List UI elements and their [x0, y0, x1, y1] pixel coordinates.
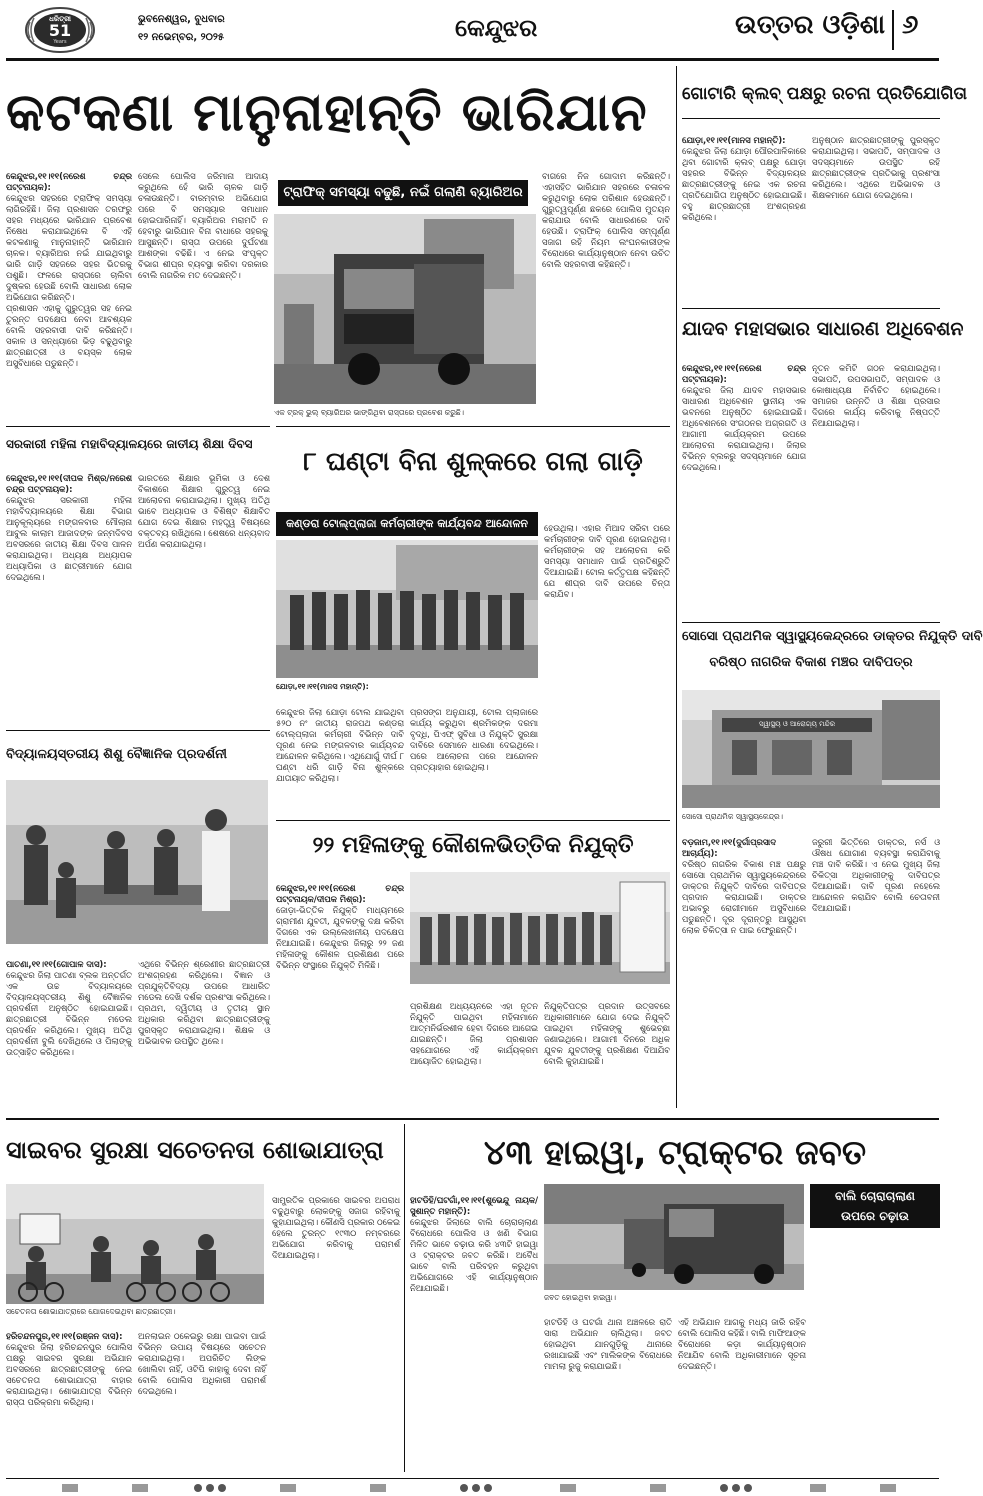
science-credit: ପାତଣା,୧୧।୧୧(ଗୋପାଳ ଦାସ): — [6, 959, 107, 969]
seizure-col-4 — [810, 1232, 940, 1472]
bottom-column-divider — [404, 1124, 405, 1472]
quiz-col-2-text: ଅନୁଷ୍ଠାନ ଛାତ୍ରଛାତ୍ରୀଙ୍କୁ ପୁରସ୍କୃତ କରାଯାଇଥିଲା। ସଭାପତି, ସମ୍ପାଦକ ଓ ସଦସ୍ୟମାନେ ଉପସ୍ଥିତ ରହି ଛାତ୍ରଛାତ୍ରୀଙ୍କ ପ୍ରତିଭାକୁ ପ୍ରଶଂସା କରିଥିଲେ। ଏଥିରେ ଅଭିଭାବକ ଓ ଶିକ୍ଷକମାନେ ଯୋଗ ଦେଇଥିଲେ। — [812, 135, 940, 200]
toll-rule — [276, 426, 670, 427]
masthead — [0, 0, 945, 62]
registration-mark — [472, 1484, 480, 1492]
yadav-col-2 — [812, 352, 940, 612]
registration-mark — [460, 1484, 468, 1492]
cyber-col-2-text: ଅନଲାଇନ ଠକେଇରୁ ରକ୍ଷା ପାଇବା ପାଇଁ ବିଭିନ୍ନ ଉପାୟ ବିଷୟରେ ସଚେତନ କରାଯାଇଥିଲା। ଅପରିଚିତ ଲିଙ୍କ ଖୋଲିବା ନାହିଁ, ଓଟିପି କାହାକୁ ଦେବା ନାହିଁ ବୋଲି ପୋଲିସ ଅଧିକାରୀ ପରାମର୍ଶ ଦେଇଥିଲେ। — [138, 1331, 266, 1396]
seizure-banner-line-1: ବାଲି ଚୋରାଚାଲାଣ — [835, 1189, 915, 1203]
section-name: ଉତ୍ତର ଓଡ଼ିଶା — [735, 10, 885, 40]
college-col-2 — [138, 462, 270, 722]
placement-col-1 — [276, 872, 404, 1032]
health-headline: ସୋସୋ ପ୍ରାଥମିକ ସ୍ୱାସ୍ଥ୍ୟକେନ୍ଦ୍ରରେ ଡାକ୍ତର ନିଯୁକ୍ତି ଦାବି — [682, 629, 983, 644]
health-photo — [682, 690, 940, 808]
registration-mark — [560, 1484, 576, 1492]
health-credit: ବଡ଼ଜାମ,୧୧।୧୧(ଦୁର୍ଗାପ୍ରସାଦ ଆଚାର୍ଯ୍ୟ): — [682, 837, 776, 858]
lead-col-3-text: ବାଗରେ ନିଜ ଗୋଦାମ କରିଛନ୍ତି। ଏହାସହିତ ଭାରିଯାନ ସହରରେ ଚଳାଚଳ କରୁଥିବାରୁ ଲୋକ ପରିଶାନ ହେଉଛନ୍ତି। ଗୁରୁତ୍ୱପୂର୍ଣ୍ଣ ଛକରେ ପୋଲିସ ମୁତୟନ କରାଯାଉ ବୋଲି ସାଧାରଣରେ ଦାବି ହେଉଛି। ଟ୍ରାଫିକ୍ ପୋଲିସ ସମ୍ପୂର୍ଣ୍ଣ ସଜାଗ ରହି ନିୟମ ଲଂଘନକାରୀଙ୍କ ବିରୋଧରେ କାର୍ଯ୍ୟାନୁଷ୍ଠାନ ନେବା ଉଚିତ ବୋଲି ସହରବାସୀ କହିଛନ୍ତି। — [542, 171, 670, 269]
seizure-banner — [810, 1184, 940, 1228]
registration-mark — [810, 1484, 826, 1492]
yadav-headline: ଯାଦବ ମହାସଭାର ସାଧାରଣ ଅଧିବେଶନ — [682, 318, 964, 340]
registration-mark — [650, 1484, 666, 1492]
seizure-col-3-text: ଏହି ଅଭିଯାନ ଆଗକୁ ମଧ୍ୟ ଜାରି ରହିବ ବୋଲି ପୋଲିସ କହିଛି। ବାଲି ମାଫିଆଙ୍କ ବିରୋଧରେ କଡ଼ା କାର୍ଯ୍ୟାନୁଷ୍ଠାନ ନିଆଯିବ ବୋଲି ଅଧିକାରୀମାନେ ସୂଚନା ଦେଇଛନ୍ତି। — [678, 1317, 806, 1371]
lead-col-1-text: କେନ୍ଦୁଝର ସହରରେ ଟ୍ରାଫିକ୍ ସମସ୍ୟା ଲାଗିରହିଛି। ଜିଲା ପ୍ରଶାସନ ତରଫରୁ ସହର ମଧ୍ୟରେ ଭାରିଯାନ ପ୍ରବେଶ ନିଷେଧ କରାଯାଇଥିଲେ ବି ଏହି କଟକଣାକୁ ମାନୁନାହାନ୍ତି ଭାରିଯାନ ଚାଳକ। ବ୍ୟାରିଅର ନଇଁ ଯାଇଥିବାରୁ ଭାରି ଗାଡ଼ି ସହଜରେ ସହର ଭିତରକୁ ପଶୁଛି। ଫଳରେ ରାସ୍ତାରେ ଚାଲିବା ଦୁଷ୍କର ହେଉଛି ବୋଲି ସାଧାରଣ ଲୋକ ଅଭିଯୋଗ କରିଛନ୍ତି। ପ୍ରଶାସନ ଏହାକୁ ଗୁରୁତ୍ୱର ସହ ନେଇ ତୁରନ୍ତ ପଦକ୍ଷେପ ନେବା ଆବଶ୍ୟକ ବୋଲି ସହରବାସୀ ଦାବି କରିଛନ୍ତି। ସକାଳ ଓ ସନ୍ଧ୍ୟାରେ ଭିଡ଼ ବଢୁଥିବାରୁ ଛାତ୍ରଛାତ୍ରୀ ଓ ବୟସ୍କ ଲୋକ ଅସୁବିଧାରେ ପଡୁଛନ୍ତି। — [6, 193, 132, 368]
toll-photo — [276, 540, 538, 678]
seizure-banner-line-2: ଉପରେ ଚଢ଼ାଉ — [841, 1209, 909, 1223]
yadav-credit: କେନ୍ଦୁଝର,୧୧।୧୧(ନରେଶ ଚନ୍ଦ୍ର ପଟ୍ଟନାୟକ): — [682, 363, 806, 384]
placement-col-1-text: ଜୋଡ଼ା-ଭିତ୍ତିକ ନିଯୁକ୍ତି ମାଧ୍ୟମରେ ଗ୍ରାମୀଣ ଯୁବତୀ, ଯୁବକଙ୍କୁ ଦକ୍ଷ କରିବା ଦିଗରେ ଏକ ଉଲ୍ଲେଖନୀୟ ପଦକ୍ଷେପ ନିଆଯାଇଛି। କେନ୍ଦୁଝର ଜିଲାରୁ ୨୨ ଜଣ ମହିଳାଙ୍କୁ କୌଶଳ ପ୍ରଶିକ୍ଷଣ ପରେ ବିଭିନ୍ନ ସଂସ୍ଥାରେ ନିଯୁକ୍ତି ମିଳିଛି। — [276, 905, 404, 970]
toll-photo-caption: ଯୋଡ଼ା,୧୧।୧୧(ମାନସ ମହାନ୍ତି): — [276, 682, 369, 691]
registration-mark — [720, 1484, 728, 1492]
science-col-1 — [6, 948, 132, 1112]
college-col-2-text: ଭାରତରେ ଶିକ୍ଷାର ଭୂମିକା ଓ ଦେଶ ବିକାଶରେ ଶିକ୍ଷାର ଗୁରୁତ୍ୱ ନେଇ ଆଲୋଚନା କରାଯାଇଥିଲା। ମୁଖ୍ୟ ଅତିଥି ଭାବେ ଅଧ୍ୟାପକ ଓ ବିଶିଷ୍ଟ ଶିକ୍ଷାବିତ ଯୋଗ ଦେଇ ଶିକ୍ଷାର ମହତ୍ତ୍ୱ ବିଷୟରେ ବକ୍ତବ୍ୟ ରଖିଥିଲେ। ଶେଷରେ ଧନ୍ୟବାଦ ଅର୍ପଣ କରାଯାଇଥିଲା। — [138, 473, 270, 549]
health-col-2 — [812, 826, 940, 1108]
science-headline: ବିଦ୍ୟାଳୟସ୍ତରୀୟ ଶିଶୁ ବୈଜ୍ଞାନିକ ପ୍ରଦର୍ଶନୀ — [6, 747, 227, 762]
lead-photo — [274, 214, 536, 404]
health-rule — [682, 622, 940, 623]
edition-name: କେନ୍ଦୁଝର — [455, 14, 538, 42]
science-col-2-text: ଏଥିରେ ବିଭିନ୍ନ ଶ୍ରେଣୀର ଛାତ୍ରଛାତ୍ରୀ ଅଂଶଗ୍ରହଣ କରିଥିଲେ। ବିଜ୍ଞାନ ଓ ପ୍ରଯୁକ୍ତିବିଦ୍ୟା ଉପରେ ଆଧାରିତ ମଡେଲ ଦେଖି ଦର୍ଶକ ପ୍ରଶଂସା କରିଥିଲେ। ପ୍ରଥମ, ଦ୍ୱିତୀୟ ଓ ତୃତୀୟ ସ୍ଥାନ ଅଧିକାର କରିଥିବା ଛାତ୍ରଛାତ୍ରୀଙ୍କୁ ପୁରସ୍କୃତ କରାଯାଇଥିଲା। ଶିକ୍ଷକ ଓ ଅଭିଭାବକ ଉପସ୍ଥିତ ଥିଲେ। — [138, 959, 270, 1046]
health-photo-caption: ସୋସୋ ପ୍ରାଥମିକ ସ୍ୱାସ୍ଥ୍ୟକେନ୍ଦ୍ର। — [682, 812, 784, 821]
page-number: ୬ — [902, 10, 919, 40]
placement-credit: କେନ୍ଦୁଝର,୧୧।୧୧(ନରେଶ ଚନ୍ଦ୍ର ପଟ୍ଟନାୟକ/ଦୀପକ ମିଶ୍ର): — [276, 883, 404, 904]
lead-credit: କେନ୍ଦୁଝର,୧୧।୧୧(ନରେଶ ଚନ୍ଦ୍ର ପଟ୍ଟନାୟକ): — [6, 171, 132, 192]
date-line-2: ୧୨ ନଭେମ୍ବର, ୨୦୨୫ — [138, 32, 225, 43]
yadav-rule — [682, 308, 940, 309]
health-sign-text: ସ୍ୱାସ୍ଥ୍ୟ ଓ ଆରୋଗ୍ୟ ମନ୍ଦିର — [759, 720, 835, 728]
quiz-credit: ଯୋଡ଼ା,୧୧।୧୧(ମାନସ ମହାନ୍ତି): — [682, 135, 786, 145]
registration-mark — [732, 1484, 740, 1492]
registration-mark — [194, 1484, 202, 1492]
registration-mark — [280, 1484, 296, 1492]
toll-headline: ୮ ଘଣ୍ଟା ବିନା ଶୁଳ୍କରେ ଗଲା ଗାଡ଼ି — [303, 447, 643, 477]
cyber-col-1-text: କେନ୍ଦୁଝର ଜିଲା ହରିଚନ୍ଦନପୁର ପୋଲିସ ପକ୍ଷରୁ ସାଇବର ସୁରକ୍ଷା ଅଭିଯାନ ଅବସରରେ ଛାତ୍ରଛାତ୍ରୀଙ୍କୁ ନେଇ ସଚେତନତା ଶୋଭାଯାତ୍ରା ବାହାର କରାଯାଇଥିଲା। ଶୋଭାଯାତ୍ରା ବିଭିନ୍ନ ରାସ୍ତା ପରିକ୍ରମା କରିଥିଲା। — [6, 1342, 132, 1407]
registration-mark — [206, 1484, 214, 1492]
seizure-credit: ହାଟଡିହି/ଘଟଗାଁ,୧୧।୧୧(ଶୁଭେନ୍ଦୁ ନାୟକ/ସୁଶାନ୍ତ ମହାନ୍ତି): — [410, 1195, 538, 1216]
placement-col-3-text: ନିଯୁକ୍ତିପତ୍ର ପ୍ରଦାନ ଉତ୍ସବରେ ଅଧିକାରୀମାନେ ଯୋଗ ଦେଇ ନିଯୁକ୍ତି ପାଇଥିବା ମହିଳାଙ୍କୁ ଶୁଭେଚ୍ଛା ଜଣାଇଥିଲେ। ଆଗାମୀ ଦିନରେ ଅଧିକ ଯୁବକ ଯୁବତୀଙ୍କୁ ପ୍ରଶିକ୍ଷଣ ଦିଆଯିବ ବୋଲି କୁହାଯାଇଛି। — [544, 1001, 670, 1066]
toll-col-3-text: ହେଉଥିଲା। ଏହାର ମିଆଦ ସରିବା ପରେ କର୍ମଚାରୀଙ୍କ ଦାବି ପୂରଣ ହୋଇନଥିଲା। କର୍ମଚାରୀଙ୍କ ସହ ଆଲୋଚନା କରି ସମସ୍ୟା ସମାଧାନ ପାଇଁ ପ୍ରତିଶ୍ରୁତି ଦିଆଯାଇଛି। ଟୋଲ କର୍ତ୍ତୃପକ୍ଷ କହିଛନ୍ତି ଯେ ଶୀଘ୍ର ଦାବି ଉପରେ ଚିନ୍ତା କରାଯିବ। — [544, 523, 670, 599]
health-col-1-text: ବରିଷ୍ଠ ନାଗରିକ ବିକାଶ ମଞ୍ଚ ପକ୍ଷରୁ ସୋସୋ ପ୍ରାଥମିକ ସ୍ୱାସ୍ଥ୍ୟକେନ୍ଦ୍ରରେ ଡାକ୍ତର ନିଯୁକ୍ତି ଦାବିରେ ଦାବିପତ୍ର ପ୍ରଦାନ କରାଯାଇଛି। ଡାକ୍ତର ଅଭାବରୁ ରୋଗୀମାନେ ଅସୁବିଧାରେ ପଡୁଛନ୍ତି। ଦୂର ଦୂରାନ୍ତରୁ ଆସୁଥିବା ଲୋକ ଚିକିତ୍ସା ନ ପାଇ ଫେରୁଛନ୍ତି। — [682, 859, 806, 935]
seizure-col-1 — [410, 1184, 538, 1472]
seizure-col-1-text: କେନ୍ଦୁଝର ଜିଲାରେ ବାଲି ଚୋରାଚାଲାଣ ବିରୋଧରେ ପୋଲିସ ଓ ଖଣି ବିଭାଗ ମିଳିତ ଭାବେ ଚଢ଼ାଉ କରି ୪୩ଟି ହାଇୱା ଓ ଟ୍ରାକ୍ଟର ଜବତ କରିଛି। ଅବୈଧ ଭାବେ ବାଲି ପରିବହନ କରୁଥିବା ଅଭିଯୋଗରେ ଏହି କାର୍ଯ୍ୟାନୁଷ୍ଠାନ ନିଆଯାଇଛି। — [410, 1217, 538, 1293]
lead-col-3 — [542, 160, 670, 410]
logo-number: 51 — [48, 21, 72, 40]
health-col-1 — [682, 826, 806, 1108]
placement-col-2-text: ପ୍ରଶିକ୍ଷଣ ଅଧ୍ୟୟନରେ ଏହା ନୂତନ ନିଯୁକ୍ତି ପାଇଥିବା ମହିଳାମାନେ ଆତ୍ମନିର୍ଭରଶୀଳ ହେବା ଦିଗରେ ଆଗେଇ ଯାଇଛନ୍ତି। ଜିଲା ପ୍ରଶାସନ ସହଯୋଗରେ ଏହି କାର୍ଯ୍ୟକ୍ରମ ଆୟୋଜିତ ହୋଇଥିଲା। — [410, 1001, 538, 1066]
cyber-col-3-text: ସାମ୍ପ୍ରତିକ ପ୍ରକାରେ ସାଇବର ଅପରାଧ ବଢୁଥିବାରୁ ଲୋକଙ୍କୁ ସଜାଗ ରହିବାକୁ କୁହାଯାଇଥିଲା। କୌଣସି ପ୍ରକାର ଠକେଇ ହେଲେ ତୁରନ୍ତ ୧୯୩୦ ନମ୍ବରରେ ଅଭିଯୋଗ କରିବାକୁ ପରାମର୍ଶ ଦିଆଯାଇଥିଲା। — [272, 1195, 400, 1260]
seizure-headline: ୪୩ ହାଇୱା, ଟ୍ରାକ୍ଟର ଜବତ — [483, 1133, 867, 1173]
college-rule — [6, 426, 270, 427]
seizure-photo — [544, 1184, 804, 1290]
cyber-col-3 — [272, 1184, 400, 1472]
quiz-headline: ଗୋଟାରି କ୍ଲବ୍ ପକ୍ଷରୁ ରଚନା ପ୍ରତିଯୋଗିତା — [682, 84, 968, 104]
toll-banner: କଣ୍ଡରା ଟୋଲ୍‌ପ୍ଲାଜା କର୍ମଚାରୀଙ୍କ କାର୍ଯ୍ୟବନ୍ଦ ଆନ୍ଦୋଳନ — [276, 512, 538, 536]
science-col-1-text: କେନ୍ଦୁଝର ଜିଲା ପାତଣା ବ୍ଲକ ଅନ୍ତର୍ଗତ ଏକ ଉଚ୍ଚ ବିଦ୍ୟାଳୟରେ ବିଦ୍ୟାଳୟସ୍ତରୀୟ ଶିଶୁ ବୈଜ୍ଞାନିକ ପ୍ରଦର୍ଶନୀ ଅନୁଷ୍ଠିତ ହୋଇଯାଇଛି। ଛାତ୍ରଛାତ୍ରୀ ବିଭିନ୍ନ ମଡେଲ ପ୍ରଦର୍ଶନ କରିଥିଲେ। ମୁଖ୍ୟ ଅତିଥି ପ୍ରଦର୍ଶନୀ ବୁଲି ଦେଖିଥିଲେ ଓ ପିଲାଙ୍କୁ ଉତ୍ସାହିତ କରିଥିଲେ। — [6, 970, 132, 1057]
toll-col-2-text: ପ୍ରସଙ୍ଗ ଅନୁଯାୟୀ, ଟୋଲ ପ୍ଲାଜାରେ କାର୍ଯ୍ୟ କରୁଥିବା ଶ୍ରମିକଙ୍କ ଦରମା ବୃଦ୍ଧି, ପିଏଫ୍ ସୁବିଧା ଓ ନିଯୁକ୍ତି ସୁରକ୍ଷା ଦାବିରେ ସେମାନେ ଧାରଣା ଦେଇଥିଲେ। ପରେ ଆଲୋଚନା ପରେ ଆନ୍ଦୋଳନ ପ୍ରତ୍ୟାହାର ହୋଇଥିଲା। — [410, 707, 538, 772]
toll-col-2 — [410, 696, 538, 816]
registration-mark — [744, 1484, 752, 1492]
registration-mark — [132, 1484, 148, 1492]
yadav-col-1-text: କେନ୍ଦୁଝର ଜିଲା ଯାଦବ ମହାସଭାର ସାଧାରଣ ଅଧିବେଶନ ସ୍ଥାନୀୟ ଏକ ଭବନରେ ଅନୁଷ୍ଠିତ ହୋଇଯାଇଛି। ଅଧିବେଶନରେ ସଂଗଠନର ଅଗ୍ରଗତି ଓ ଆଗାମୀ କାର୍ଯ୍ୟକ୍ରମ ଉପରେ ଆଲୋଚନା କରାଯାଇଥିଲା। ଜିଲାର ବିଭିନ୍ନ ବ୍ଲକରୁ ସଦସ୍ୟମାନେ ଯୋଗ ଦେଇଥିଲେ। — [682, 385, 806, 472]
right-column-divider — [676, 66, 677, 1108]
placement-col-2 — [410, 990, 538, 1108]
lead-headline: କଟକଣା ମାନୁନାହାନ୍ତି ଭାରିଯାନ — [6, 83, 648, 143]
footer-rule — [6, 1478, 939, 1479]
masthead-divider — [892, 10, 894, 50]
science-rule — [6, 730, 270, 731]
registration-mark — [218, 1484, 226, 1492]
toll-col-1 — [276, 696, 404, 816]
registration-mark — [370, 1484, 386, 1492]
lead-col-2-text: ସେଲେ ପୋଲିସ ଜରିମାନା ଆଦାୟ କରୁଥିଲେ ହେଁ ଭାରି ଚାଳକ ଗାଡ଼ି ଚଳାଉଛନ୍ତି। ବାରମ୍ବାର ଅଭିଯୋଗ ପରେ ବି ସମସ୍ୟାର ସମାଧାନ ହୋଇପାରିନାହିଁ। ବ୍ୟାରିଅର ମରାମତି ନ ହେବାରୁ ଭାରିଯାନ ବିନା ବାଧାରେ ସହରକୁ ଆସୁଛନ୍ତି। ରାସ୍ତା ଉପରେ ଦୁର୍ଘଟଣା ଆଶଙ୍କା ବଢିଛି। ଏ ନେଇ ସଂପୃକ୍ତ ବିଭାଗ ଶୀଘ୍ର ବ୍ୟବସ୍ଥା କରିବା ଦରକାର ବୋଲି ନାଗରିକ ମତ ଦେଇଛନ୍ତି। — [138, 171, 268, 280]
yadav-col-1 — [682, 352, 806, 612]
toll-col-3 — [544, 512, 670, 816]
placement-rule — [276, 820, 670, 821]
college-credit: କେନ୍ଦୁଝର,୧୧।୧୧(ଦୀପକ ମିଶ୍ର/ନରେଶ ଚନ୍ଦ୍ର ପଟ୍ଟନାୟକ): — [6, 473, 132, 494]
bottom-band-rule — [6, 1118, 939, 1120]
logo-bottom-text: Years — [53, 39, 67, 45]
seizure-col-3 — [678, 1306, 806, 1472]
cyber-col-2 — [138, 1320, 266, 1472]
quiz-rule — [682, 118, 940, 119]
college-col-1 — [6, 462, 132, 722]
registration-mark — [484, 1484, 492, 1492]
masthead-rule — [6, 58, 939, 61]
cyber-photo-caption: ସଚେତନତା ଶୋଭାଯାତ୍ରାରେ ଯୋଗଦେଇଥିବା ଛାତ୍ରଛାତ୍ରୀ। — [6, 1307, 176, 1316]
cyber-credit: ହରିଚନ୍ଦନପୁର,୧୧।୧୧(ରଞ୍ଜନ ଦାସ): — [6, 1331, 123, 1341]
toll-col-1-text: କେନ୍ଦୁଝର ଜିଲା ଯୋଡ଼ା ଟୋଲ ଯାଇଥିବା ୫୨୦ ନଂ ଜାତୀୟ ରାଜପଥ କଣ୍ଡରା ଟୋଲ୍‌ପ୍ଲାଜା କର୍ମଚାରୀ ବିଭିନ୍ନ ଦାବି ପୂରଣ ନେଇ ମଙ୍ଗଳବାର କାର୍ଯ୍ୟବନ୍ଦ ଆନ୍ଦୋଳନ କରିଥିଲେ। ଏଥିଯୋଗୁଁ ଦୀର୍ଘ ୮ ଘଣ୍ଟା ଧରି ଗାଡ଼ି ବିନା ଶୁଳ୍କରେ ଯାତାୟାତ କରିଥିଲା। — [276, 707, 404, 783]
health-subhead: ବରିଷ୍ଠ ନାଗରିକ ବିକାଶ ମଞ୍ଚର ଦାବିପତ୍ର — [709, 655, 913, 670]
seizure-col-2-text: ହାଟଡିହି ଓ ଘଟଗାଁ ଥାନା ଅଞ୍ଚଳରେ ରାତି ସାରା ଅଭିଯାନ ଚାଲିଥିଲା। ଜବତ ହୋଇଥିବା ଯାନଗୁଡ଼ିକୁ ଥାନାରେ ରଖାଯାଇଛି ଏବଂ ମାଲିକଙ୍କ ବିରୋଧରେ ମାମଲା ରୁଜୁ କରାଯାଇଛି। — [544, 1317, 672, 1371]
placement-headline: ୨୨ ମହିଳାଙ୍କୁ କୌଶଳଭିତ୍ତିକ ନିଯୁକ୍ତି — [312, 833, 634, 858]
lead-banner: ଟ୍ରାଫିକ୍ ସମସ୍ୟା ବଢୁଛି, ନଇଁ ଗଲାଣି ବ୍ୟାରିଅର — [278, 180, 528, 206]
placement-col-3 — [544, 990, 670, 1108]
college-headline: ସରକାରୀ ମହିଳା ମହାବିଦ୍ୟାଳୟରେ ଜାତୀୟ ଶିକ୍ଷା ଦିବସ — [6, 437, 253, 451]
registration-mark — [880, 1484, 896, 1492]
placement-photo — [410, 872, 670, 984]
cyber-headline: ସାଇବର ସୁରକ୍ଷା ସଚେତନତା ଶୋଭାଯାତ୍ରା — [6, 1136, 384, 1164]
lead-col-2 — [138, 160, 268, 410]
science-photo — [6, 780, 268, 944]
health-col-2-text: ଜରୁରୀ ଭିତ୍ତିରେ ଡାକ୍ତର, ନର୍ସ ଓ ଔଷଧ ଯୋଗାଣ ବ୍ୟବସ୍ଥା କରାଯିବାକୁ ମଞ୍ଚ ଦାବି କରିଛି। ଏ ନେଇ ମୁଖ୍ୟ ଜିଲା ଚିକିତ୍ସା ଅଧିକାରୀଙ୍କୁ ଦାବିପତ୍ର ଦିଆଯାଇଛି। ଦାବି ପୂରଣ ନହେଲେ ଆନ୍ଦୋଳନ କରାଯିବ ବୋଲି ଚେତାବନୀ ଦିଆଯାଇଛି। — [812, 837, 940, 913]
cyber-photo — [6, 1184, 264, 1304]
yadav-col-2-text: ନୂତନ କମିଟି ଗଠନ କରାଯାଇଥିଲା। ସଭାପତି, ଉପସଭାପତି, ସମ୍ପାଦକ ଓ କୋଷାଧ୍ୟକ୍ଷ ନିର୍ବାଚିତ ହୋଇଥିଲେ। ସମାଜର ଉନ୍ନତି ଓ ଶିକ୍ଷା ପ୍ରସାର ଦିଗରେ କାର୍ଯ୍ୟ କରିବାକୁ ନିଷ୍ପତ୍ତି ନିଆଯାଇଥିଲା। — [812, 363, 940, 428]
anniversary-logo — [24, 6, 96, 54]
lead-photo-caption: ଏକ ଟ୍ରକ୍ ଭୁଲ୍ ବ୍ୟାରିଅର ଭାଙ୍ଗିଥିବା ରାସ୍ତାରେ ପ୍ରବେଶ କରୁଛି। — [274, 408, 465, 417]
cyber-col-1 — [6, 1320, 132, 1472]
college-col-1-text: କେନ୍ଦୁଝର ସରକାରୀ ମହିଳା ମହାବିଦ୍ୟାଳୟରେ ଶିକ୍ଷା ବିଭାଗ ଆନୁକୂଲ୍ୟରେ ମଙ୍ଗଳବାର ମୌଲାନା ଆବୁଲ କାଲାମ ଆଜାଦଙ୍କ ଜନ୍ମଦିବସ ଅବସରରେ ଜାତୀୟ ଶିକ୍ଷା ଦିବସ ପାଳନ କରାଯାଇଥିଲା। ଅଧ୍ୟକ୍ଷ ଅଧ୍ୟାପକ ଅଧ୍ୟାପିକା ଓ ଛାତ୍ରୀମାନେ ଯୋଗ ଦେଇଥିଲେ। — [6, 495, 132, 582]
lead-col-1 — [6, 160, 132, 410]
science-col-2 — [138, 948, 270, 1112]
registration-mark — [62, 1484, 78, 1492]
quiz-col-1 — [682, 124, 806, 304]
date-line-1: ଭୁବନେଶ୍ୱର, ବୁଧବାର — [138, 14, 225, 25]
seizure-col-2 — [544, 1306, 672, 1472]
quiz-col-2 — [812, 124, 940, 304]
quiz-col-1-text: କେନ୍ଦୁଝର ଜିଲା ଯୋଡ଼ା ପୌରପାଳିକାରେ ଥିବା ଗୋଟାରି କ୍ଲବ୍ ପକ୍ଷରୁ ଯୋଡ଼ା ସହରର ବିଭିନ୍ନ ବିଦ୍ୟାଳୟର ଛାତ୍ରଛାତ୍ରୀଙ୍କୁ ନେଇ ଏକ ରଚନା ପ୍ରତିଯୋଗିତା ଅନୁଷ୍ଠିତ ହୋଇଯାଇଛି। ବହୁ ଛାତ୍ରଛାତ୍ରୀ ଅଂଶଗ୍ରହଣ କରିଥିଲେ। — [682, 146, 806, 222]
seizure-photo-caption: ଜବତ ହୋଇଥିବା ହାଇୱା। — [544, 1293, 616, 1302]
logo-top-text: ଧରିତ୍ରୀ — [49, 15, 71, 23]
